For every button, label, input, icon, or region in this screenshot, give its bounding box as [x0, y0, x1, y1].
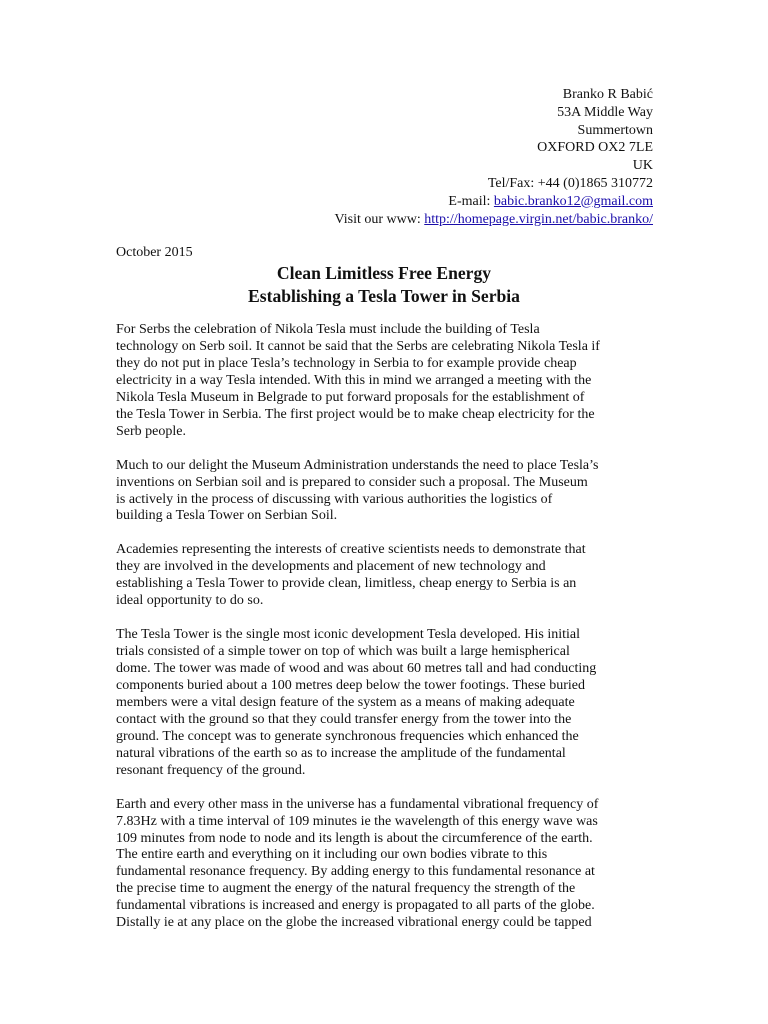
- paragraph-line: Much to our delight the Museum Administration understands the need to place Tesla’s: [116, 457, 599, 473]
- paragraph-line: fundamental vibrations is increased and energy is propagated to all parts of the globe.: [116, 898, 595, 914]
- paragraph-line: Nikola Tesla Museum in Belgrade to put forward proposals for the establishment of: [116, 389, 585, 405]
- paragraph-line: inventions on Serbian soil and is prepared to consider such a proposal. The Museum: [116, 474, 588, 490]
- document-title: Clean Limitless Free Energy: [276, 263, 492, 283]
- paragraph-line: electricity in a way Tesla intended. With this in mind we arranged a meeting with the: [116, 372, 592, 388]
- paragraph-line: contact with the ground so that they could transfer energy from the tower into the: [116, 711, 572, 727]
- paragraph: [116, 542, 656, 610]
- paragraph-line: Academies representing the interests of creative scientists needs to demonstrate that: [116, 542, 586, 558]
- paragraph-line: 7.83Hz with a time interval of 109 minutes ie the wavelength of this energy wave was: [116, 813, 598, 829]
- email-label: E-mail:: [448, 193, 494, 209]
- paragraph-line: Serb people.: [116, 423, 186, 439]
- paragraph: [116, 322, 656, 441]
- address-country: UK: [632, 158, 653, 174]
- title-block: [0, 262, 768, 308]
- paragraph-line: building a Tesla Tower on Serbian Soil.: [116, 508, 338, 524]
- paragraph-line: trials consisted of a simple tower on top of which was built a large hemispherical: [116, 644, 570, 660]
- paragraph-line: resonant frequency of the ground.: [116, 762, 306, 778]
- paragraph-line: For Serbs the celebration of Nikola Tesla must include the building of Tesla: [116, 322, 540, 337]
- email-row: [334, 193, 653, 211]
- paragraph-line: members were a vital design feature of the system as a means of making adequate: [116, 694, 575, 710]
- paragraph-line: The entire earth and everything on it including our own bodies vibrate to this: [116, 847, 548, 863]
- paragraph-line: they are involved in the developments and placement of new technology and: [116, 559, 546, 575]
- paragraph-line: is actively in the process of discussing with various authorities the logistics of: [116, 491, 553, 507]
- paragraph-line: 109 minutes from node to node and its length is about the circumference of the earth.: [116, 830, 593, 846]
- paragraph: [116, 797, 656, 933]
- address-line-1: 53A Middle Way: [557, 104, 653, 120]
- website-label: Visit our www:: [334, 211, 425, 227]
- address-line-2: Summertown: [577, 122, 653, 138]
- paragraph-line: the precise time to augment the energy of the natural frequency the strength of the: [116, 881, 576, 897]
- paragraph-line: fundamental resonance frequency. By adding energy to this fundamental resonance at: [116, 864, 595, 880]
- body-text: [116, 322, 656, 949]
- address-line-3: OXFORD OX2 7LE: [537, 140, 653, 156]
- telfax: Tel/Fax: +44 (0)1865 310772: [487, 175, 653, 191]
- paragraph-line: The Tesla Tower is the single most iconic development Tesla developed. His initial: [116, 627, 581, 643]
- paragraph-line: ideal opportunity to do so.: [116, 593, 264, 609]
- website-row: [334, 211, 653, 229]
- website-link[interactable]: http://homepage.virgin.net/babic.branko/: [424, 211, 653, 227]
- paragraph-line: they do not put in place Tesla’s technology in Serbia to for example provide cheap: [116, 355, 577, 371]
- paragraph-line: ground. The concept was to generate synchronous frequencies which enhanced the: [116, 728, 579, 744]
- paragraph: [116, 458, 656, 526]
- email-link[interactable]: babic.branko12@gmail.com: [493, 193, 653, 209]
- sender-name: Branko R Babić: [562, 87, 653, 102]
- paragraph-line: the Tesla Tower in Serbia. The first project would be to make cheap electricity for the: [116, 406, 595, 422]
- document-subtitle: Establishing a Tesla Tower in Serbia: [248, 286, 520, 306]
- paragraph-line: technology on Serb soil. It cannot be said that the Serbs are celebrating Nikola Tesla if: [116, 338, 600, 354]
- paragraph-line: Distally ie at any place on the globe the increased vibrational energy could be tapped: [116, 915, 592, 931]
- letter-date: October 2015: [116, 245, 193, 260]
- paragraph: [116, 627, 656, 780]
- sender-address-block: [334, 86, 653, 228]
- paragraph-line: natural vibrations of the earth so as to increase the amplitude of the fundamental: [116, 745, 566, 761]
- paragraph-line: dome. The tower was made of wood and was about 60 metres tall and had conducting: [116, 661, 597, 677]
- paragraph-line: Earth and every other mass in the universe has a fundamental vibrational frequency of: [116, 796, 599, 812]
- paragraph-line: establishing a Tesla Tower to provide clean, limitless, cheap energy to Serbia is an: [116, 576, 577, 592]
- paragraph-line: components buried about a 100 metres deep below the tower footings. These buried: [116, 677, 586, 693]
